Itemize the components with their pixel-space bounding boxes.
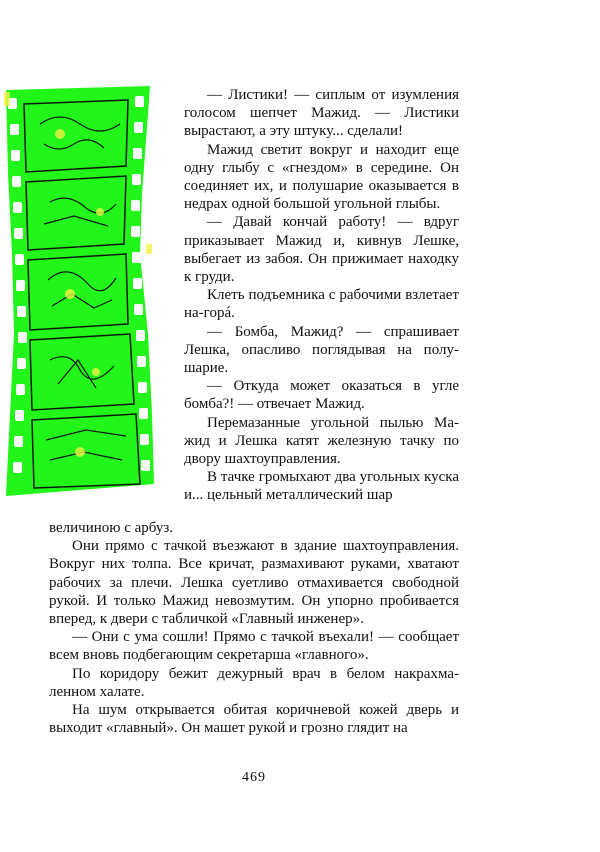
paragraph-continuation: величиною с арбуз. [49, 520, 174, 536]
paragraph: Клеть подъемника с рабочими взлетает на-горá. [184, 287, 459, 322]
filmstrip-illustration [0, 84, 160, 504]
paragraph: На шум открывается обитая коричневой кожей дверь и выходит «главный». Он машет рукой и грозно глядит на [49, 702, 459, 737]
page-number: 469 [242, 770, 266, 785]
paragraph: — Листики! — сиплым от изумления голосом шепчет Мажид. — Листики вырастают, а эту штуку... сделали! [184, 87, 459, 140]
paragraph: По коридору бежит дежурный врач в белом накрахмаленном халате. [49, 665, 459, 700]
paragraph: Перемазанные угольной пылью Мажид и Лешка катят железную тачку по двору шахтоуправления. [184, 414, 459, 468]
paragraph: — Откуда может оказаться в угле бомба?! — отвечает Мажид. [184, 378, 459, 413]
paragraph: Мажид светит вокруг и находит еще одну глыбу с «гнездом» в середине. Он соединяет их, и полушарие оказывается в недрах одной большой угольной глыбы. [184, 141, 459, 213]
narrow-text-column [184, 86, 459, 505]
paragraph: — Они с ума сошли! Прямо с тачкой въехали! — сообщает всем вновь подбегающим секретарша «главного». [49, 629, 459, 664]
paragraph: В тачке громыхают два угольных куска и... цельный металлический шар [184, 469, 459, 504]
paragraph: Они прямо с тачкой въезжают в здание шахтоуправления. Вокруг них толпа. Все кричат, размахивают руками, хватают рабочих за плечи. Лешка суетливо отмахивается свободной рукой. И только Мажид невозмутим. Он упорно пробивается вперед, к двери с табличкой «Главный инженер». [49, 538, 459, 628]
paragraph: — Давай кончай работу! — вдруг приказывает Мажид и, кивнув Лешке, выбегает из забоя. Он прижимает находку к груди. [184, 214, 459, 286]
paragraph: — Бомба, Мажид? — спрашивает Лешка, опасливо поглядывая на полушарие. [184, 323, 459, 377]
wide-text-column [49, 519, 459, 737]
